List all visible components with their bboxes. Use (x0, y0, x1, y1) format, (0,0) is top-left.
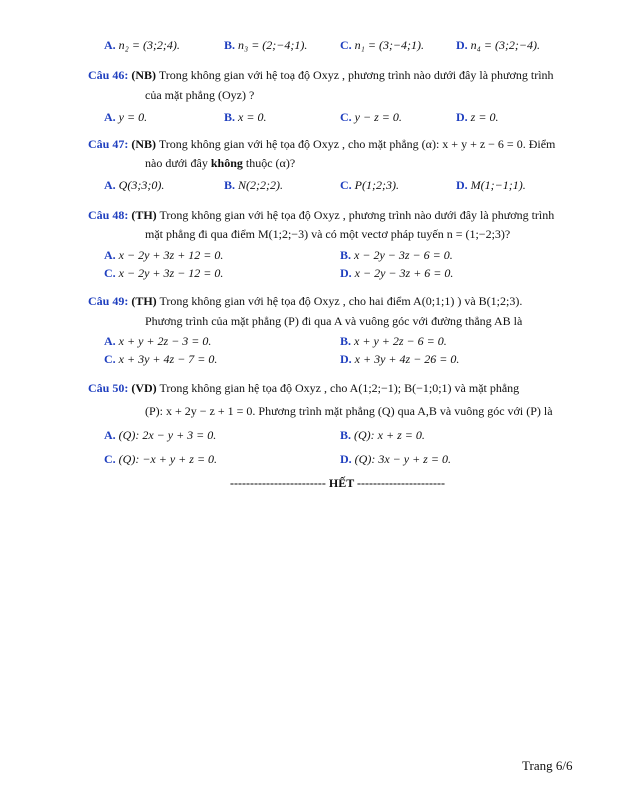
q50-option-d: D. (Q): 3x − y + z = 0. (340, 452, 451, 466)
question-48-line1: Câu 48: (TH) Trong không gian với hệ tọa độ Oxyz , phương trình nào dưới đây là phương trình (88, 208, 555, 222)
prev-option-c: C. n₁ = (3;−4;1). (340, 38, 425, 52)
question-50-number: Câu 50: (88, 381, 129, 395)
question-49-number: Câu 49: (88, 294, 129, 308)
q47-option-c: C. P(1;2;3). (340, 178, 399, 192)
question-46-number: Câu 46: (88, 68, 129, 82)
q49-option-d: D. x + 3y + 4z − 26 = 0. (340, 352, 460, 366)
q46-option-a: A. y = 0. (104, 110, 148, 124)
q47-option-d: D. M(1;−1;1). (456, 178, 526, 192)
q47-option-b: B. N(2;2;2). (224, 178, 284, 192)
q48-option-a: A. x − 2y + 3z + 12 = 0. (104, 248, 224, 262)
question-50-line2: (P): x + 2y − z + 1 = 0. Phương trình mặt phẳng (Q) qua A,B và vuông góc với (P) là (145, 404, 553, 418)
q49-option-a: A. x + y + 2z − 3 = 0. (104, 334, 212, 348)
q48-option-b: B. x − 2y − 3z − 6 = 0. (340, 248, 453, 262)
prev-option-d: D. n₄ = (3;2;−4). (456, 38, 541, 52)
question-49-line1: Câu 49: (TH) Trong không gian với hệ tọa độ Oxyz , cho hai điểm A(0;1;1) ) và B(1;2;3). (88, 294, 523, 308)
question-47-number: Câu 47: (88, 137, 129, 151)
prev-option-b: B. n₃ = (2;−4;1). (224, 38, 308, 52)
q48-option-d: D. x − 2y − 3z + 6 = 0. (340, 266, 454, 280)
q49-option-b: B. x + y + 2z − 6 = 0. (340, 334, 447, 348)
end-marker: ------------------------ HẾT ---------------------- (230, 476, 445, 490)
q50-option-b: B. (Q): x + z = 0. (340, 428, 425, 442)
q47-option-a: A. Q(3;3;0). (104, 178, 165, 192)
question-46-line1: Câu 46: (NB) Trong không gian với hệ toạ độ Oxyz , phương trình nào dưới đây là phương trình (88, 68, 554, 82)
q50-option-a: A. (Q): 2x − y + 3 = 0. (104, 428, 217, 442)
question-49-line2: Phương trình của mặt phẳng (P) đi qua A và vuông góc với đường thẳng AB là (145, 314, 523, 328)
page-number: Trang 6/6 (522, 758, 573, 773)
q46-option-c: C. y − z = 0. (340, 110, 402, 124)
question-48-number: Câu 48: (88, 208, 129, 222)
question-50-line1: Câu 50: (VD) Trong không gian hệ tọa độ Oxyz , cho A(1;2;−1); B(−1;0;1) và mặt phẳng (88, 381, 520, 395)
question-48-line2: mặt phẳng đi qua điểm M(1;2;−3) và có một vectơ pháp tuyến n = (1;−2;3)? (145, 227, 511, 241)
q49-option-c: C. x + 3y + 4z − 7 = 0. (104, 352, 218, 366)
q46-option-b: B. x = 0. (224, 110, 267, 124)
question-47-line2: nào dưới đây không thuộc (α)? (145, 156, 296, 170)
q50-option-c: C. (Q): −x + y + z = 0. (104, 452, 218, 466)
q46-option-d: D. z = 0. (456, 110, 499, 124)
question-47-line1: Câu 47: (NB) Trong không gian với hệ tọa độ Oxyz , cho mặt phẳng (α): x + y + z − 6 = 0. Điểm (88, 137, 556, 151)
q48-option-c: C. x − 2y + 3z − 12 = 0. (104, 266, 224, 280)
question-46-line2: của mặt phẳng (Oyz) ? (145, 88, 255, 102)
prev-option-a: A. n₂ = (3;2;4). (104, 38, 180, 52)
